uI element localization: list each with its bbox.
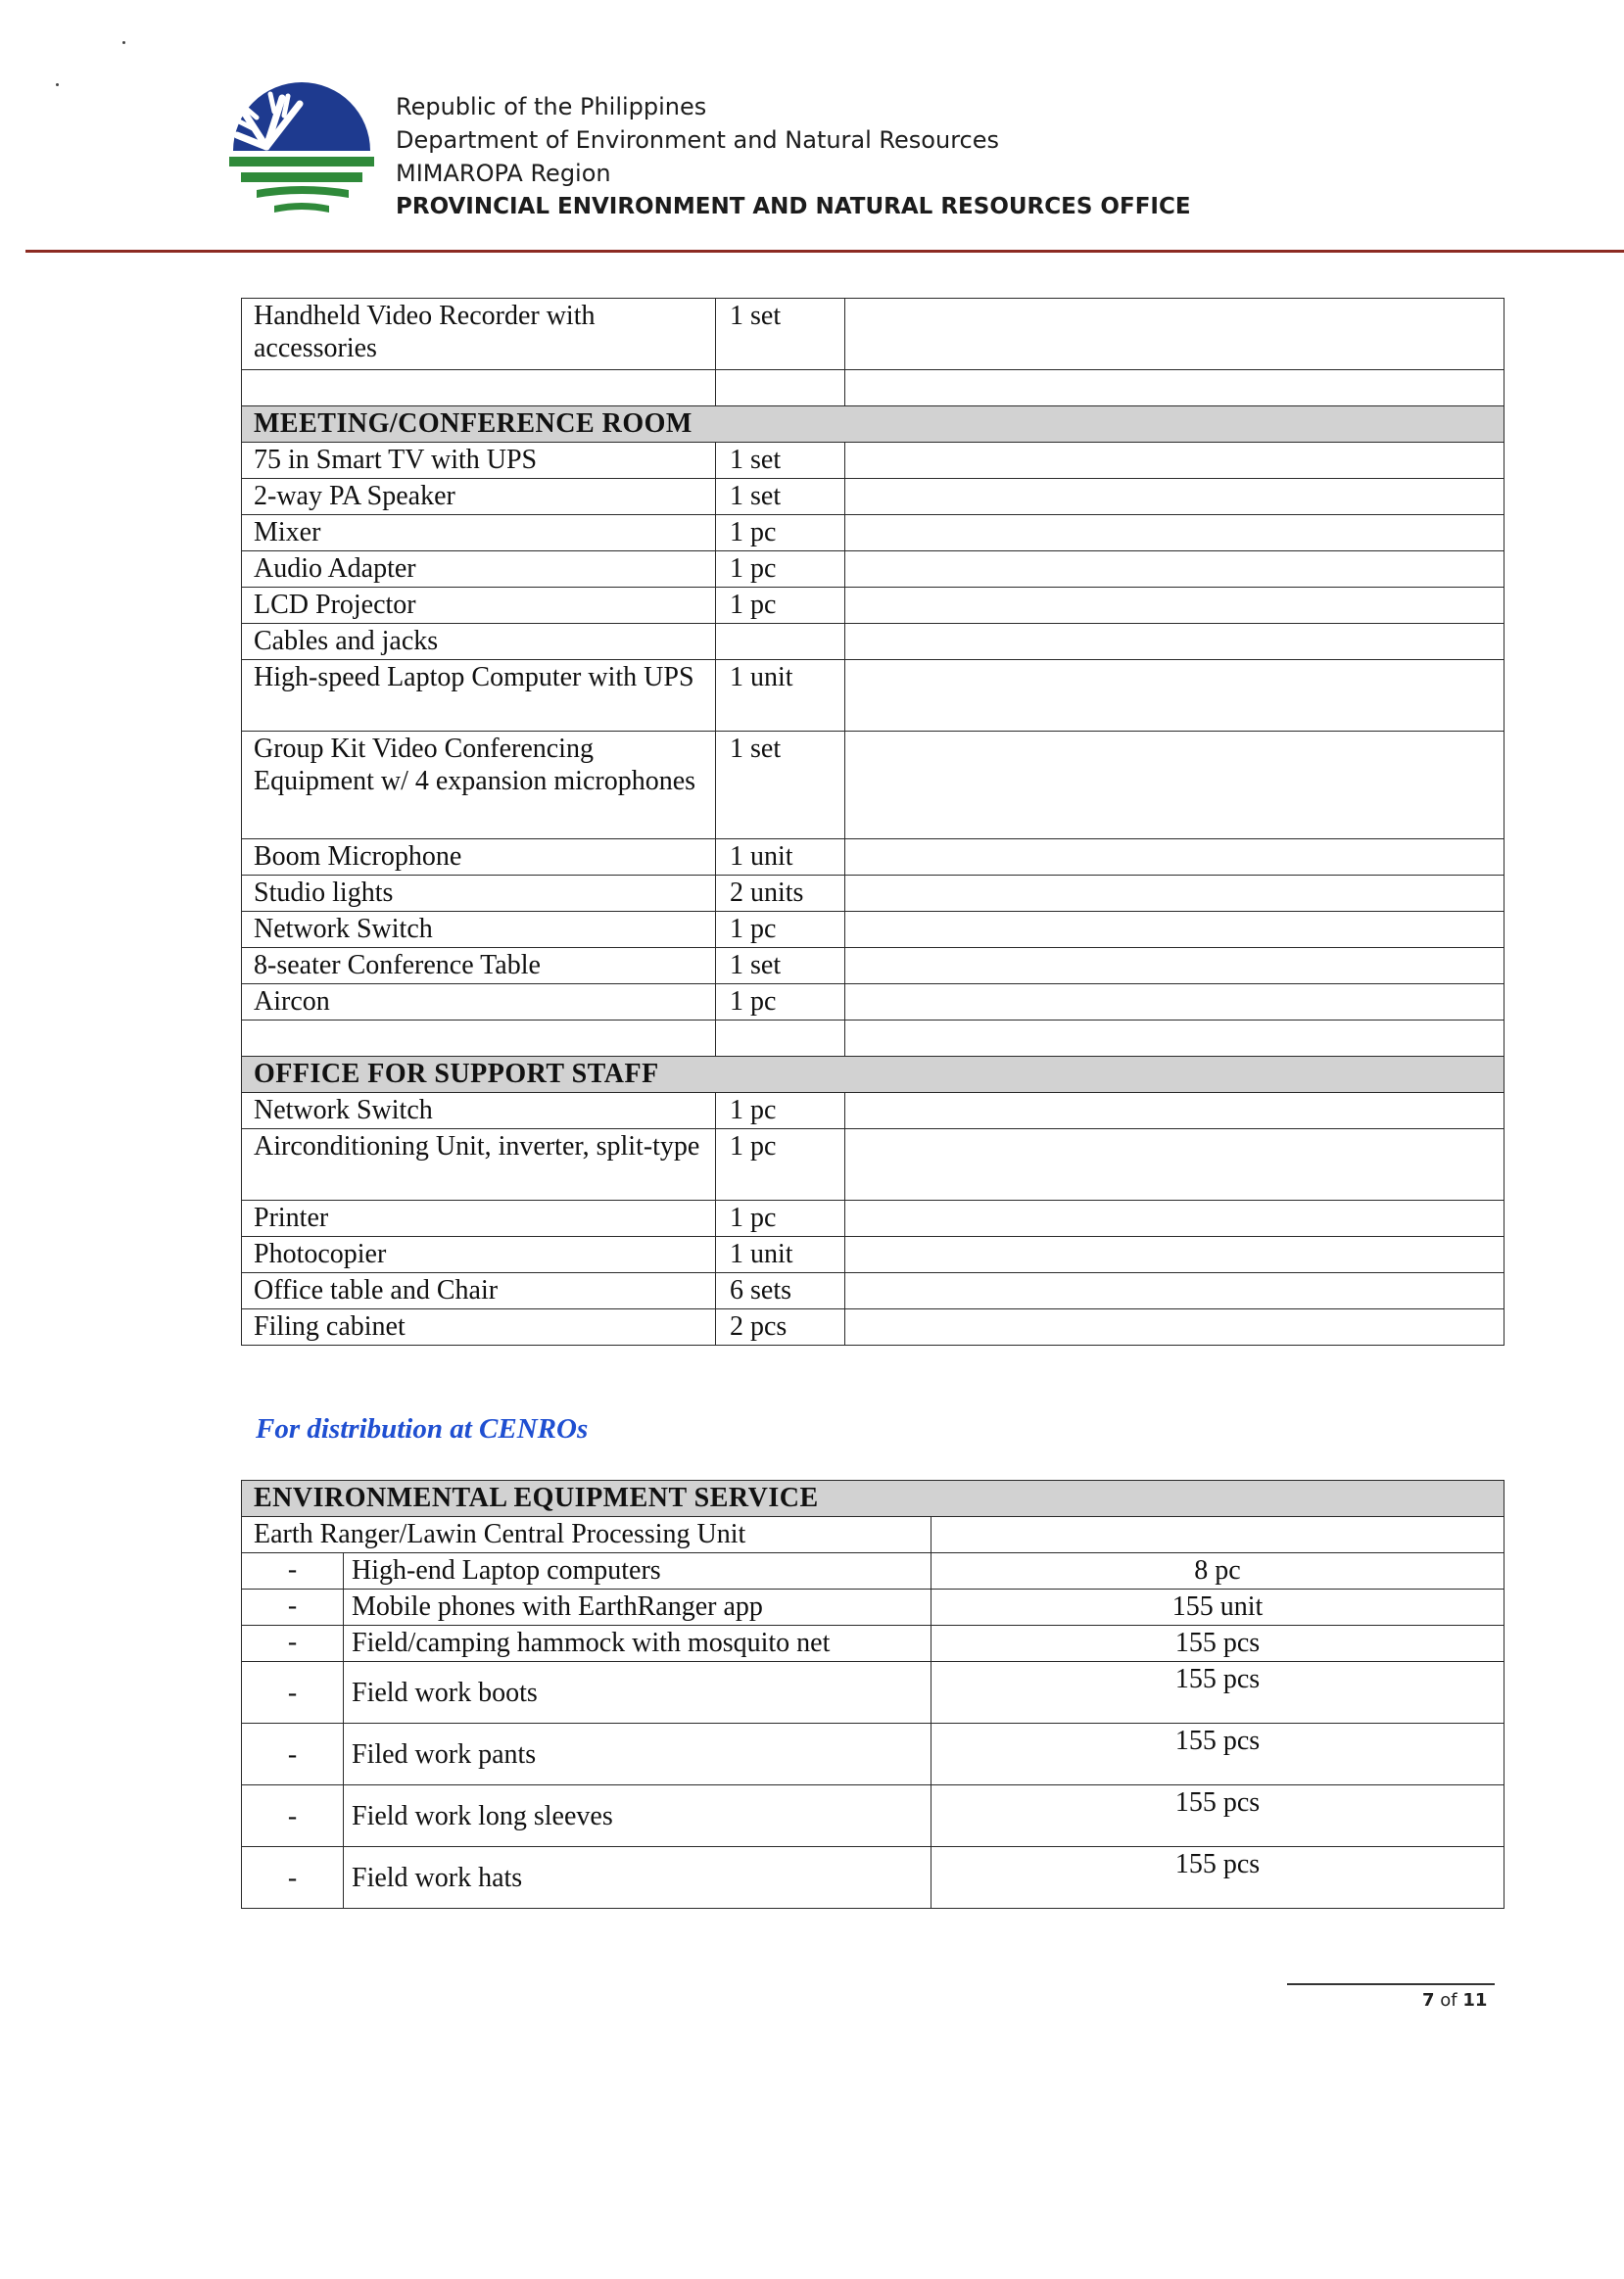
item-cell: Mixer bbox=[242, 515, 716, 551]
qty-cell bbox=[716, 624, 845, 660]
item-cell: Network Switch bbox=[242, 912, 716, 948]
table-row bbox=[242, 551, 1505, 588]
cenro-rows bbox=[242, 1553, 1505, 1909]
remarks-cell bbox=[845, 443, 1505, 479]
table-row bbox=[242, 984, 1505, 1021]
remarks-cell bbox=[845, 839, 1505, 876]
table-row bbox=[242, 1237, 1505, 1273]
remarks-cell bbox=[845, 479, 1505, 515]
remarks-cell bbox=[845, 948, 1505, 984]
remarks-cell bbox=[845, 624, 1505, 660]
table-row bbox=[242, 443, 1505, 479]
bullet-dash: - bbox=[242, 1847, 344, 1909]
bullet-dash: - bbox=[242, 1626, 344, 1662]
item-cell: Group Kit Video Conferencing Equipment w/ 4 expansion microphones bbox=[242, 732, 716, 839]
item-cell: Filing cabinet bbox=[242, 1309, 716, 1346]
qty-cell: 6 sets bbox=[716, 1273, 845, 1309]
remarks-cell bbox=[845, 732, 1505, 839]
header-block bbox=[396, 90, 1191, 223]
remarks-cell bbox=[845, 1273, 1505, 1309]
bullet-dash: - bbox=[242, 1553, 344, 1590]
table-row bbox=[242, 1273, 1505, 1309]
bullet-dash: - bbox=[242, 1590, 344, 1626]
qty-cell: 1 set bbox=[716, 732, 845, 839]
qty-cell: 1 set bbox=[716, 479, 845, 515]
table-row bbox=[242, 515, 1505, 551]
item-cell: Cables and jacks bbox=[242, 624, 716, 660]
qty-cell: 1 unit bbox=[716, 1237, 845, 1273]
table-row bbox=[242, 1517, 1505, 1553]
scan-speck bbox=[122, 41, 125, 44]
item-cell: Handheld Video Recorder with accessories bbox=[242, 299, 716, 370]
header-department: Department of Environment and Natural Resources bbox=[396, 126, 999, 154]
meeting-room-rows bbox=[242, 443, 1505, 1057]
table-row bbox=[242, 1785, 1505, 1847]
item-cell: Airconditioning Unit, inverter, split-type bbox=[242, 1129, 716, 1201]
table-row bbox=[242, 299, 1505, 370]
table-row bbox=[242, 1309, 1505, 1346]
table-row bbox=[242, 732, 1505, 839]
header-office: PROVINCIAL ENVIRONMENT AND NATURAL RESOURCES OFFICE bbox=[396, 194, 1191, 219]
group-label-cell: Earth Ranger/Lawin Central Processing Unit bbox=[242, 1517, 931, 1553]
item-cell: Mobile phones with EarthRanger app bbox=[344, 1590, 931, 1626]
remarks-cell bbox=[845, 299, 1505, 370]
section-title: ENVIRONMENTAL EQUIPMENT SERVICE bbox=[242, 1481, 1505, 1517]
qty-cell: 2 pcs bbox=[716, 1309, 845, 1346]
section-header-environmental-equipment bbox=[242, 1481, 1505, 1517]
qty-cell bbox=[931, 1517, 1505, 1553]
qty-cell: 155 pcs bbox=[931, 1626, 1505, 1662]
table-row bbox=[242, 660, 1505, 732]
cenro-equipment-table bbox=[241, 1480, 1505, 1909]
bullet-dash: - bbox=[242, 1724, 344, 1785]
item-cell: 2-way PA Speaker bbox=[242, 479, 716, 515]
qty-cell: 1 pc bbox=[716, 588, 845, 624]
item-cell: Office table and Chair bbox=[242, 1273, 716, 1309]
qty-cell: 1 set bbox=[716, 948, 845, 984]
remarks-cell bbox=[845, 370, 1505, 406]
qty-cell: 155 pcs bbox=[931, 1724, 1505, 1785]
bullet-dash: - bbox=[242, 1785, 344, 1847]
item-cell: Filed work pants bbox=[344, 1724, 931, 1785]
table-row bbox=[242, 479, 1505, 515]
table-row bbox=[242, 1201, 1505, 1237]
table-row bbox=[242, 912, 1505, 948]
item-cell: Audio Adapter bbox=[242, 551, 716, 588]
remarks-cell bbox=[845, 660, 1505, 732]
item-cell: Studio lights bbox=[242, 876, 716, 912]
scan-speck bbox=[56, 83, 59, 86]
item-cell bbox=[242, 1021, 716, 1057]
remarks-cell bbox=[845, 1237, 1505, 1273]
qty-cell: 155 unit bbox=[931, 1590, 1505, 1626]
qty-cell: 1 pc bbox=[716, 912, 845, 948]
table-row bbox=[242, 624, 1505, 660]
remarks-cell bbox=[845, 551, 1505, 588]
table-row bbox=[242, 1129, 1505, 1201]
item-cell: 8-seater Conference Table bbox=[242, 948, 716, 984]
item-cell: LCD Projector bbox=[242, 588, 716, 624]
item-cell: High-end Laptop computers bbox=[344, 1553, 931, 1590]
table-row bbox=[242, 1021, 1505, 1057]
qty-cell: 1 pc bbox=[716, 1093, 845, 1129]
support-staff-rows bbox=[242, 1093, 1505, 1346]
header-region: MIMAROPA Region bbox=[396, 160, 611, 187]
qty-cell: 155 pcs bbox=[931, 1785, 1505, 1847]
qty-cell: 155 pcs bbox=[931, 1662, 1505, 1724]
qty-cell: 1 pc bbox=[716, 984, 845, 1021]
page-total: 11 bbox=[1462, 1990, 1488, 2011]
qty-cell: 1 pc bbox=[716, 515, 845, 551]
item-cell: Field work long sleeves bbox=[344, 1785, 931, 1847]
item-cell: Photocopier bbox=[242, 1237, 716, 1273]
item-cell: High-speed Laptop Computer with UPS bbox=[242, 660, 716, 732]
item-cell: Aircon bbox=[242, 984, 716, 1021]
item-cell: Boom Microphone bbox=[242, 839, 716, 876]
item-cell bbox=[242, 370, 716, 406]
table-row bbox=[242, 948, 1505, 984]
remarks-cell bbox=[845, 984, 1505, 1021]
qty-cell: 1 unit bbox=[716, 839, 845, 876]
page-number bbox=[1422, 1990, 1487, 2011]
qty-cell: 1 set bbox=[716, 443, 845, 479]
qty-cell bbox=[716, 1021, 845, 1057]
item-cell: Network Switch bbox=[242, 1093, 716, 1129]
table-row bbox=[242, 839, 1505, 876]
remarks-cell bbox=[845, 876, 1505, 912]
header-republic: Republic of the Philippines bbox=[396, 93, 707, 120]
qty-cell: 1 unit bbox=[716, 660, 845, 732]
table-row bbox=[242, 370, 1505, 406]
item-cell: Field/camping hammock with mosquito net bbox=[344, 1626, 931, 1662]
qty-cell: 1 pc bbox=[716, 551, 845, 588]
remarks-cell bbox=[845, 515, 1505, 551]
distribution-heading: For distribution at CENROs bbox=[256, 1413, 589, 1445]
remarks-cell bbox=[845, 912, 1505, 948]
header-divider bbox=[25, 250, 1624, 253]
table-row bbox=[242, 1626, 1505, 1662]
table-row bbox=[242, 1724, 1505, 1785]
bullet-dash: - bbox=[242, 1662, 344, 1724]
qty-cell: 1 pc bbox=[716, 1129, 845, 1201]
section-header-meeting-room bbox=[242, 406, 1505, 443]
section-title: OFFICE FOR SUPPORT STAFF bbox=[242, 1057, 1505, 1093]
equipment-table bbox=[241, 298, 1505, 1346]
table-row bbox=[242, 1847, 1505, 1909]
section-title: MEETING/CONFERENCE ROOM bbox=[242, 406, 1505, 443]
item-cell: Printer bbox=[242, 1201, 716, 1237]
remarks-cell bbox=[845, 588, 1505, 624]
qty-cell: 8 pc bbox=[931, 1553, 1505, 1590]
table-row bbox=[242, 1590, 1505, 1626]
qty-cell: 1 pc bbox=[716, 1201, 845, 1237]
qty-cell: 2 units bbox=[716, 876, 845, 912]
remarks-cell bbox=[845, 1129, 1505, 1201]
denr-logo-icon bbox=[227, 76, 376, 225]
section-header-support-staff bbox=[242, 1057, 1505, 1093]
qty-cell bbox=[716, 370, 845, 406]
qty-cell: 155 pcs bbox=[931, 1847, 1505, 1909]
table-row bbox=[242, 1662, 1505, 1724]
item-cell: Field work hats bbox=[344, 1847, 931, 1909]
table-row bbox=[242, 876, 1505, 912]
item-cell: 75 in Smart TV with UPS bbox=[242, 443, 716, 479]
table-row bbox=[242, 1093, 1505, 1129]
footer-divider bbox=[1287, 1983, 1495, 1985]
remarks-cell bbox=[845, 1201, 1505, 1237]
item-cell: Field work boots bbox=[344, 1662, 931, 1724]
remarks-cell bbox=[845, 1309, 1505, 1346]
remarks-cell bbox=[845, 1021, 1505, 1057]
table-row bbox=[242, 588, 1505, 624]
table-row bbox=[242, 1553, 1505, 1590]
qty-cell: 1 set bbox=[716, 299, 845, 370]
remarks-cell bbox=[845, 1093, 1505, 1129]
page-current: 7 bbox=[1422, 1990, 1435, 2011]
page-of: of bbox=[1440, 1990, 1457, 2011]
